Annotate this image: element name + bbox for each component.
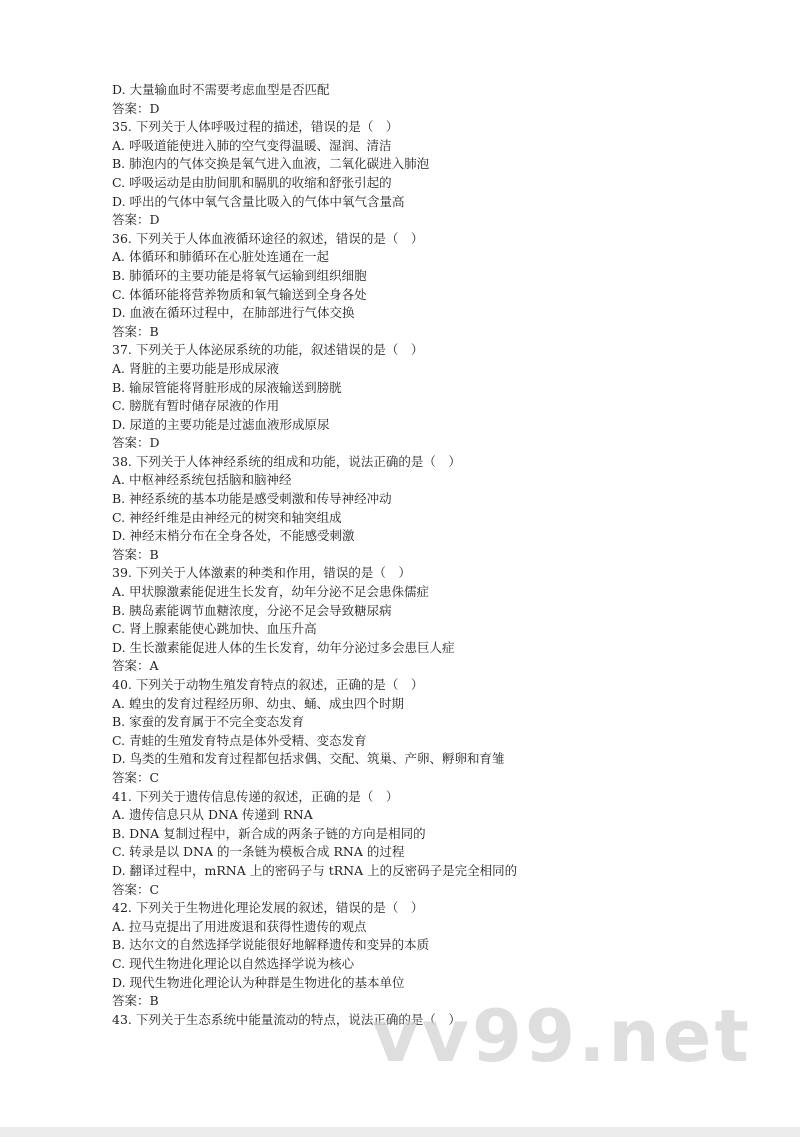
option-line: B. DNA 复制过程中，新合成的两条子链的方向是相同的 <box>112 825 426 841</box>
option-line: B. 达尔文的自然选择学说能很好地解释遗传和变异的本质 <box>112 937 430 953</box>
option-line: A. 拉马克提出了用进废退和获得性遗传的观点 <box>112 918 367 934</box>
answer-line: 答案：A <box>112 658 159 674</box>
question-40: 40. 下列关于动物生殖发育特点的叙述，正确的是（ ） <box>112 677 424 692</box>
question-36: 36. 下列关于人体血液循环途径的叙述，错误的是（ ） <box>112 230 424 246</box>
option-line: D. 血液在循环过程中，在肺部进行气体交换 <box>112 305 355 321</box>
option-line: D. 鸟类的生殖和发育过程都包括求偶、交配、筑巢、产卵、孵卵和育雏 <box>112 751 505 767</box>
question-42: 42. 下列关于生物进化理论发展的叙述，错误的是（ ） <box>112 900 424 916</box>
option-line: A. 体循环和肺循环在心脏处连通在一起 <box>112 249 329 265</box>
option-line: A. 肾脏的主要功能是形成尿液 <box>112 360 279 376</box>
option-line: D. 翻译过程中，mRNA 上的密码子与 tRNA 上的反密码子是完全相同的 <box>112 862 518 878</box>
question-41: 41. 下列关于遗传信息传递的叙述，正确的是（ ） <box>112 788 399 804</box>
option-line: C. 转录是以 DNA 的一条链为模板合成 RNA 的过程 <box>112 844 405 860</box>
page-bottom-edge <box>0 1127 800 1137</box>
answer-line: 答案：B <box>112 993 159 1009</box>
option-line: C. 膀胱有暂时储存尿液的作用 <box>112 398 280 414</box>
question-43: 43. 下列关于生态系统中能量流动的特点，说法正确的是（ ） <box>112 1011 461 1027</box>
option-line: D. 大量输血时不需要考虑血型是否匹配 <box>112 82 330 97</box>
option-line: B. 神经系统的基本功能是感受刺激和传导神经冲动 <box>112 491 392 507</box>
option-line: D. 尿道的主要功能是过滤血液形成原尿 <box>112 416 330 432</box>
question-38: 38. 下列关于人体神经系统的组成和功能，说法正确的是（ ） <box>112 453 461 469</box>
question-39: 39. 下列关于人体激素的种类和作用，错误的是（ ） <box>112 565 411 581</box>
site-watermark: vv99.net <box>372 994 752 1078</box>
answer-line: 答案：B <box>112 546 159 562</box>
document-body <box>112 81 732 1029</box>
answer-line: 答案：D <box>112 435 160 451</box>
answer-line: 答案：C <box>112 881 160 897</box>
option-line: B. 肺泡内的气体交换是氧气进入血液，二氧化碳进入肺泡 <box>112 156 430 172</box>
option-line: A. 中枢神经系统包括脑和脑神经 <box>112 472 292 488</box>
option-line: C. 肾上腺素能使心跳加快、血压升高 <box>112 621 317 637</box>
option-line: B. 输尿管能将肾脏形成的尿液输送到膀胱 <box>112 379 342 395</box>
answer-line: 答案：B <box>112 323 159 339</box>
option-line: A. 遗传信息只从 DNA 传递到 RNA <box>112 807 313 823</box>
option-line: C. 现代生物进化理论以自然选择学说为核心 <box>112 955 355 971</box>
option-line: D. 神经末梢分布在全身各处，不能感受刺激 <box>112 528 355 544</box>
option-line: D. 现代生物进化理论认为种群是生物进化的基本单位 <box>112 974 405 990</box>
option-line: A. 蝗虫的发育过程经历卵、幼虫、蛹、成虫四个时期 <box>112 695 404 711</box>
question-35: 35. 下列关于人体呼吸过程的描述，错误的是（ ） <box>112 119 399 135</box>
option-line: C. 体循环能将营养物质和氧气输送到全身各处 <box>112 286 367 302</box>
option-line: B. 胰岛素能调节血糖浓度，分泌不足会导致糖尿病 <box>112 602 392 618</box>
answer-line: 答案：D <box>112 212 160 228</box>
option-line: B. 家蚕的发育属于不完全变态发育 <box>112 714 305 730</box>
answer-line: 答案：C <box>112 769 160 785</box>
option-line: A. 甲状腺激素能促进生长发育，幼年分泌不足会患侏儒症 <box>112 584 429 600</box>
option-line: A. 呼吸道能使进入肺的空气变得温暖、湿润、清洁 <box>112 137 392 153</box>
option-line: C. 青蛙的生殖发育特点是体外受精、变态发育 <box>112 732 367 748</box>
answer-line: 答案：D <box>112 100 160 116</box>
option-line: D. 呼出的气体中氧气含量比吸入的气体中氧气含量高 <box>112 193 405 209</box>
option-line: C. 神经纤维是由神经元的树突和轴突组成 <box>112 509 342 525</box>
option-line: D. 生长激素能促进人体的生长发育，幼年分泌过多会患巨人症 <box>112 639 455 655</box>
option-line: C. 呼吸运动是由肋间肌和膈肌的收缩和舒张引起的 <box>112 174 392 190</box>
option-line: B. 肺循环的主要功能是将氧气运输到组织细胞 <box>112 267 367 283</box>
question-37: 37. 下列关于人体泌尿系统的功能，叙述错误的是（ ） <box>112 342 424 358</box>
